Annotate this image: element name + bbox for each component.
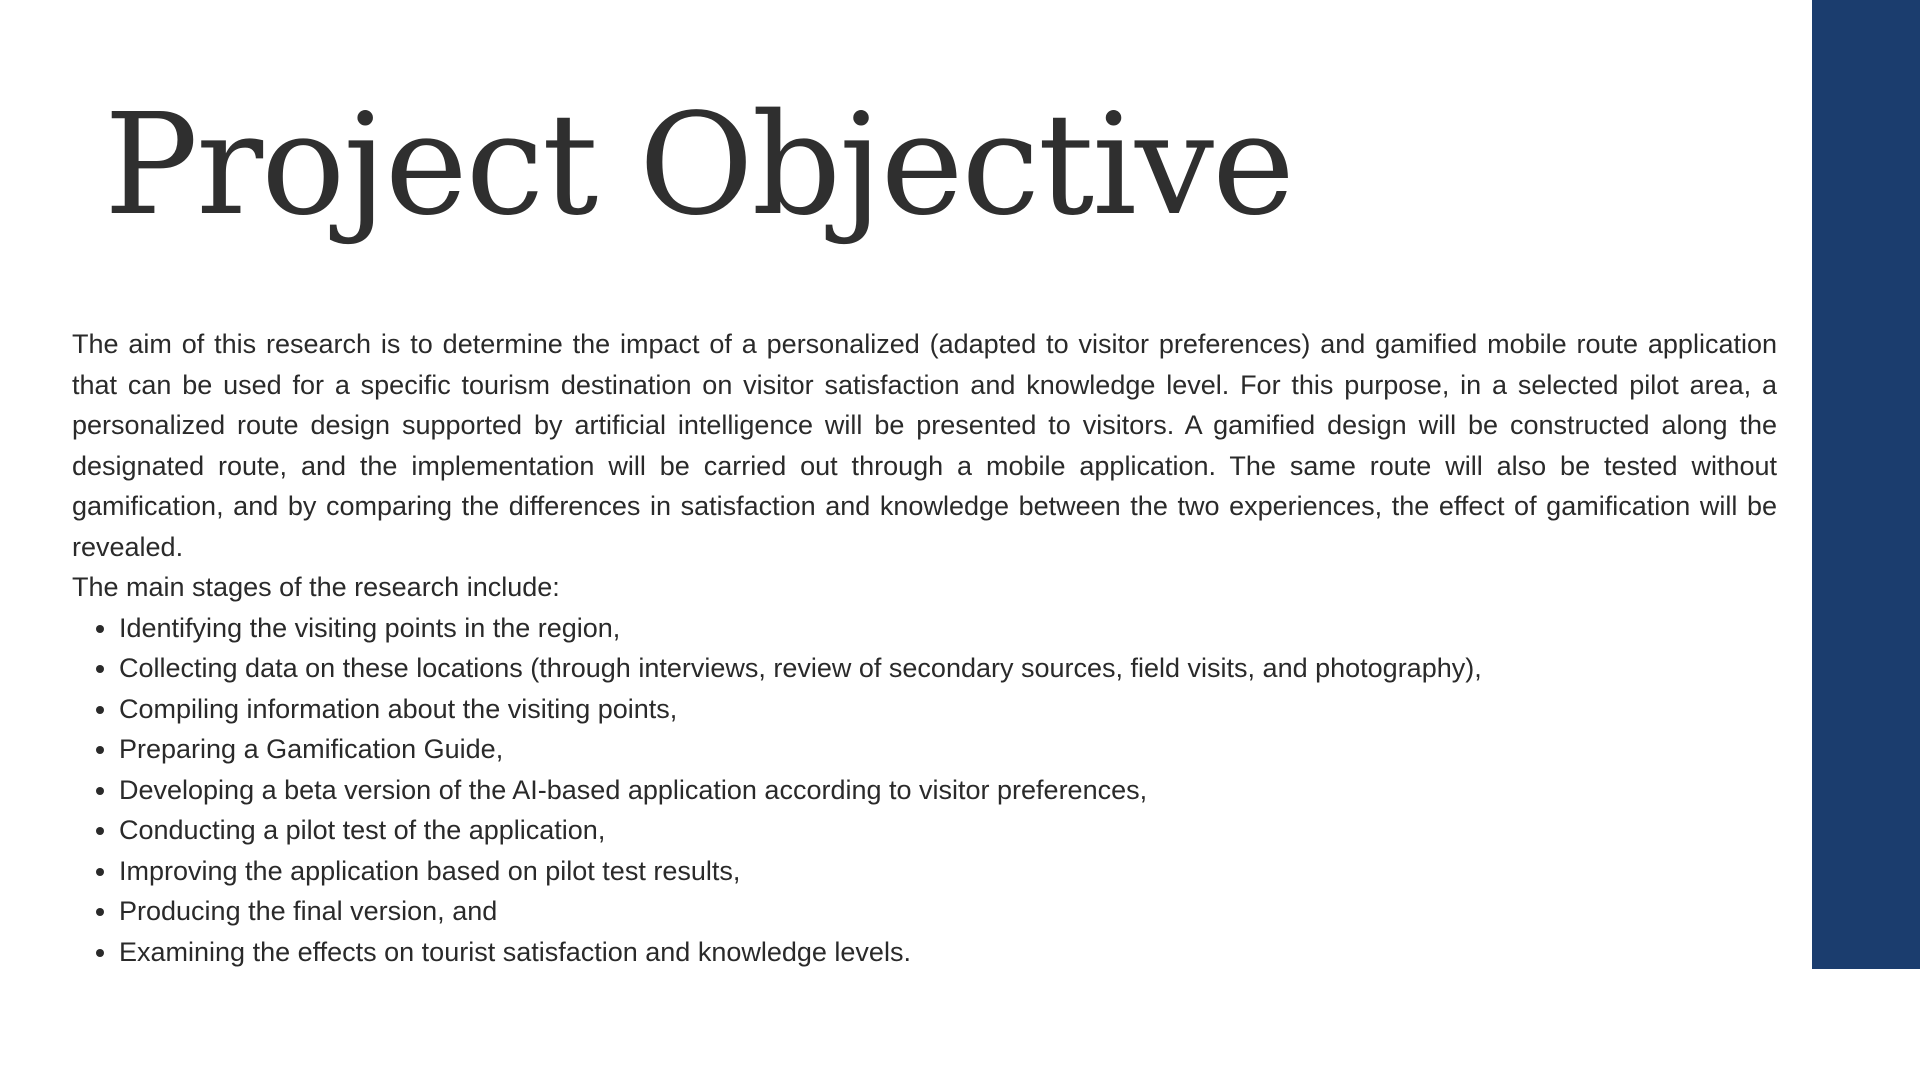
list-item: • Preparing a Gamification Guide, <box>119 729 1777 770</box>
list-item: • Improving the application based on pilot test results, <box>119 851 1777 892</box>
list-item: • Compiling information about the visiting points, <box>119 689 1777 730</box>
stages-list <box>72 608 1777 973</box>
list-item: • Collecting data on these locations (through interviews, review of secondary sources, field visits, and photography), <box>119 648 1777 689</box>
content-body <box>72 324 1777 972</box>
objective-paragraph: The aim of this research is to determine the impact of a personalized (adapted to visitor preferences) and gamified mobile route application that can be used for a specific tourism destination on visitor satisfaction and knowledge level. For this purpose, in a selected pilot area, a personalized route design supported by artificial intelligence will be presented to visitors. A gamified design will be constructed along the designated route, and the implementation will be carried out through a mobile application. The same route will also be tested without gamification, and by comparing the differences in satisfaction and knowledge between the two experiences, the effect of gamification will be revealed. <box>72 329 1777 562</box>
accent-side-bar <box>1812 0 1920 969</box>
list-item: • Producing the final version, and <box>119 891 1777 932</box>
list-item: • Developing a beta version of the AI-based application according to visitor preferences, <box>119 770 1777 811</box>
page-title: Project Objective <box>104 84 1293 247</box>
list-item: • Examining the effects on tourist satisfaction and knowledge levels. <box>119 932 1777 973</box>
list-item: • Conducting a pilot test of the application, <box>119 810 1777 851</box>
list-item: • Identifying the visiting points in the region, <box>119 608 1777 649</box>
stages-intro: The main stages of the research include: <box>72 572 560 602</box>
